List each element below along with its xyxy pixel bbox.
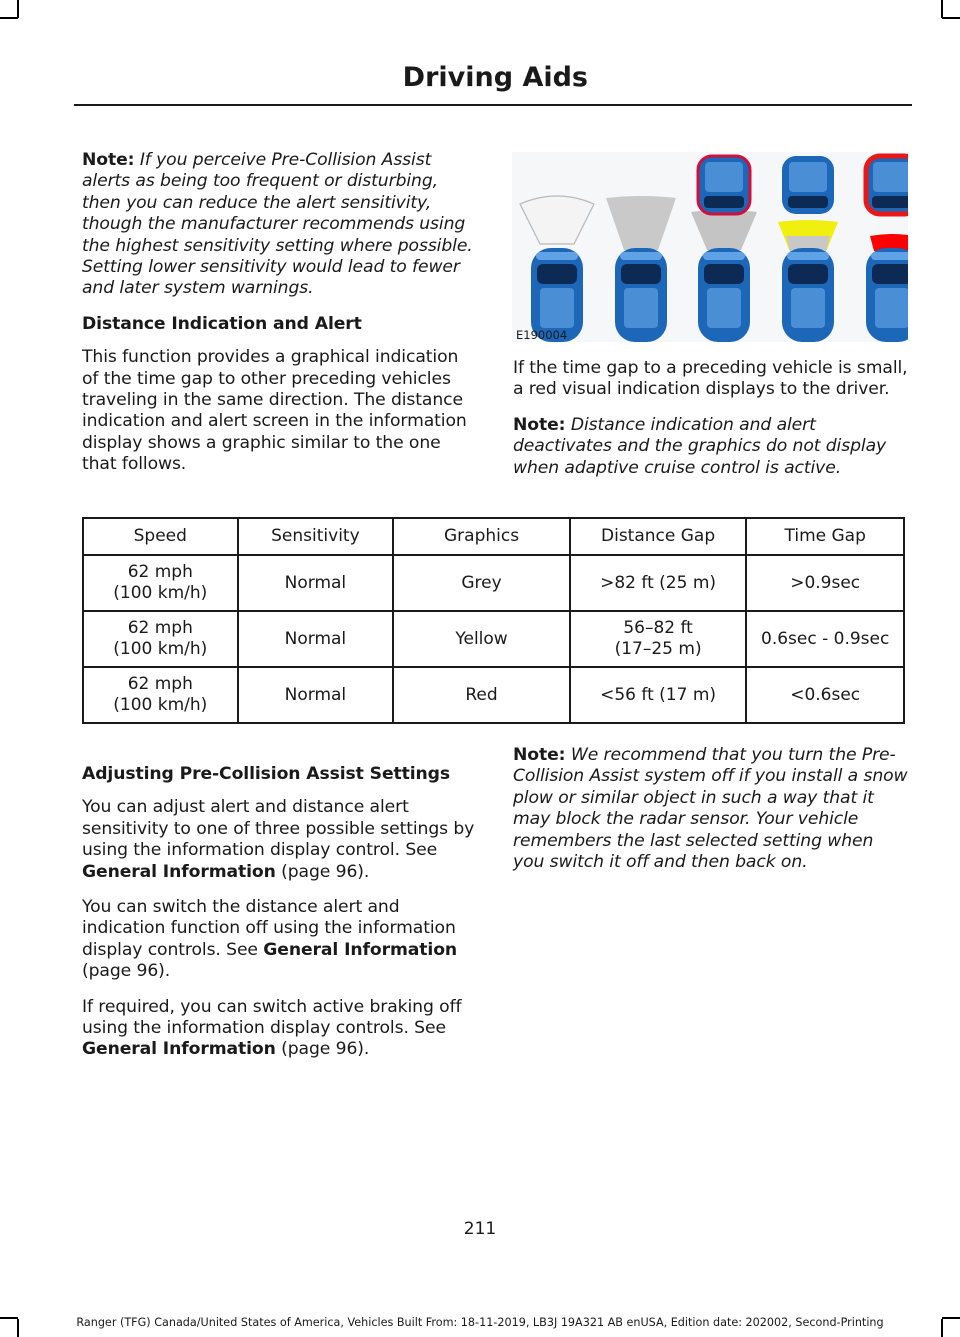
preceding-vehicle (698, 156, 750, 214)
note-paragraph (82, 150, 477, 300)
time-gap-cell: <0.6sec (746, 667, 904, 723)
cross-reference-link[interactable]: General Information (263, 939, 458, 960)
header-rule (74, 104, 912, 106)
page-number: 211 (463, 1219, 497, 1239)
distance-gap-cell: >82 ft (25 m) (570, 555, 747, 611)
note-paragraph (513, 415, 908, 479)
stage-2 (606, 196, 676, 342)
preceding-vehicle (782, 156, 834, 214)
cross-reference-link[interactable]: General Information (82, 1039, 276, 1060)
left-column-bottom (82, 764, 477, 1075)
time-gap-cell: >0.9sec (746, 555, 904, 611)
column-header: Speed (83, 518, 238, 555)
table-header-row (83, 518, 904, 555)
graphics-cell: Grey (393, 555, 570, 611)
note-text: Distance indication and alert deactivates and the graphics do not display when adaptive cruise control is active. (513, 414, 887, 478)
speed-cell: 62 mph (100 km/h) (83, 555, 238, 611)
graphics-cell: Yellow (393, 611, 570, 667)
preceding-vehicle (866, 156, 908, 214)
crop-mark (17, 0, 19, 18)
own-vehicle (615, 248, 667, 342)
sensitivity-table (82, 517, 905, 724)
speed-cell: 62 mph (100 km/h) (83, 667, 238, 723)
distance-alert-graphic (512, 152, 908, 342)
note-paragraph (513, 745, 908, 873)
body-paragraph: You can adjust alert and distance alert sensitivity to one of three possible settings by using the information display control. See General Information (page 96). (82, 797, 475, 882)
body-paragraph: If the time gap to a preceding vehicle is small, a red visual indication displays to the driver. (513, 358, 908, 400)
right-column-bottom (513, 745, 908, 887)
time-gap-cell: 0.6sec - 0.9sec (746, 611, 904, 667)
crop-mark (0, 17, 18, 19)
column-header: Sensitivity (238, 518, 394, 555)
body-paragraph: This function provides a graphical indication of the time gap to other preceding vehicles traveling in the same direction. The distance indication and alert screen in the information display shows a graphic similar to the one that follows. (82, 347, 467, 475)
left-column-top (82, 150, 477, 490)
column-header: Time Gap (746, 518, 904, 555)
note-label: Note: (513, 745, 566, 765)
note-text: If you perceive Pre-Collision Assist alerts as being too frequent or disturbing, then you can reduce the alert sensitivity, though the manufacturer recommends using the highest sensitivity setting where possible. Setting lower sensitivity would lead to fewer and later system warnings. (82, 150, 473, 299)
note-label: Note: (82, 150, 135, 170)
table-row (83, 611, 904, 667)
stage-1 (520, 196, 594, 342)
column-header: Distance Gap (570, 518, 747, 555)
crop-mark (942, 17, 960, 19)
sensitivity-cell: Normal (238, 667, 394, 723)
body-paragraph: If required, you can switch active braking off using the information display controls. See General Information (page 96). (82, 996, 462, 1060)
right-column-top (513, 358, 908, 493)
section-heading: Adjusting Pre-Collision Assist Settings (82, 764, 451, 784)
sensitivity-cell: Normal (238, 611, 394, 667)
distance-gap-cell: <56 ft (17 m) (570, 667, 747, 723)
section-heading: Distance Indication and Alert (82, 313, 362, 334)
body-paragraph: You can switch the distance alert and indication function off using the information display controls. See General Information (page 96). (82, 897, 458, 982)
distance-alert-figure (512, 152, 908, 342)
cross-reference-link[interactable]: General Information (82, 861, 276, 882)
note-label: Note: (513, 414, 566, 435)
column-header: Graphics (393, 518, 570, 555)
page-footer: Ranger (TFG) Canada/United States of America, Vehicles Built From: 18-11-2019, LB3J 19A321 AB enUSA, Edition date: 202002, Second-Printing (76, 1316, 884, 1329)
table-row (83, 555, 904, 611)
crop-mark (941, 0, 943, 18)
table-row (83, 667, 904, 723)
speed-cell: 62 mph (100 km/h) (83, 611, 238, 667)
graphics-cell: Red (393, 667, 570, 723)
sensitivity-cell: Normal (238, 555, 394, 611)
page-title: Driving Aids (402, 62, 588, 93)
distance-gap-cell: 56–82 ft (17–25 m) (570, 611, 747, 667)
figure-code: E190004 (516, 328, 568, 342)
note-text: We recommend that you turn the Pre-Collision Assist system off if you install a snow plow or similar object in such a way that it may block the radar sensor. Your vehicle remembers the last selected setting when you switch it off and then back on. (513, 745, 908, 873)
own-vehicle (698, 248, 750, 342)
own-vehicle (782, 248, 834, 342)
own-vehicle (866, 248, 908, 342)
